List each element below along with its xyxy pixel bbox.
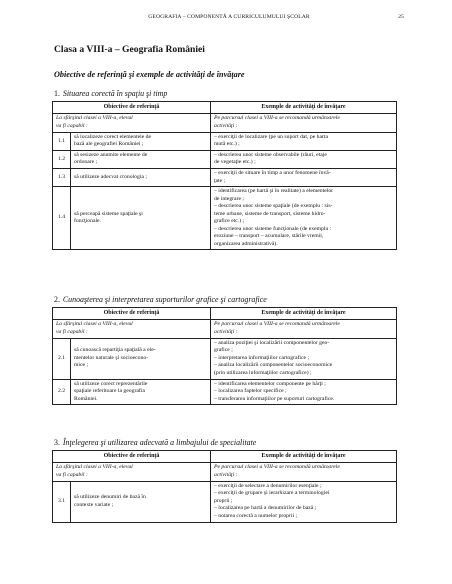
objective-text <box>71 379 211 405</box>
objective-code: 1.3 <box>53 169 71 187</box>
activity-item <box>214 203 393 226</box>
chapter-title: Clasa a VIII-a – Geografia României <box>54 44 205 55</box>
column-header-objectives: Obiective de referinţă <box>53 102 211 114</box>
activity-line: – interpretarea informaţiilor cartografice ; <box>214 354 310 361</box>
activities-cell <box>211 150 397 168</box>
activity-item <box>214 152 393 167</box>
activity-item <box>214 396 393 404</box>
activity-item <box>214 188 393 203</box>
running-header <box>54 14 404 20</box>
column-header-activities: Exemple de activităţi de învăţare <box>211 451 397 463</box>
activity-item <box>214 388 393 396</box>
objective-line: României. <box>74 395 98 402</box>
objective-line: să localizeze corect elementele de <box>74 133 152 140</box>
activity-line: grafice ; <box>214 347 233 354</box>
objective-code: 1.4 <box>53 187 71 250</box>
objectives-table-2 <box>52 307 397 405</box>
table-row <box>53 338 397 379</box>
column-header-objectives: Obiective de referinţă <box>53 308 211 320</box>
table-row <box>53 169 397 187</box>
objective-line: să utilizeze adecvat cronologia ; <box>74 173 147 180</box>
table-body <box>53 481 397 522</box>
section-title: Situarea corectă în spaţiu şi timp <box>62 89 168 98</box>
activity-item <box>214 490 393 505</box>
activity-item <box>214 134 393 149</box>
objective-line: mentelor naturale şi socioecono- <box>74 354 149 361</box>
section-title: Cunoaşterea şi interpretarea suporturilor grafice şi cartografice <box>62 295 267 304</box>
activities-subheader <box>211 462 397 481</box>
activity-line: – analiza poziţiei şi localizării componentelor geo- <box>214 339 330 346</box>
subheader-line: activităţi : <box>214 122 238 129</box>
objective-line: să sesizeze anumite elemente de <box>74 151 148 158</box>
section-heading-1 <box>54 89 167 98</box>
subheader-line: La sfârşitul clasei a VIII-a, elevul <box>56 464 133 471</box>
subheader-line: va fi capabil : <box>56 471 88 478</box>
activity-line: – exerciţii de situare în timp a unor fenomene învă- <box>214 170 331 176</box>
activities-cell <box>211 481 397 522</box>
table-body <box>53 132 397 249</box>
objectives-table-1 <box>52 101 397 250</box>
table-row <box>53 150 397 168</box>
objective-line: bază ale geografiei României ; <box>74 141 144 148</box>
subheader-line: Pe parcursul clasei a VIII-a se recomandă următoarele <box>214 321 340 328</box>
objective-line: funcţionale. <box>74 218 102 225</box>
activity-item <box>214 226 393 249</box>
section-title: Înţelegerea şi utilizarea adecvată a limbajului de specialitate <box>62 438 257 447</box>
activity-line: – transferarea informaţiilor pe suporturi cartografice. <box>214 395 335 402</box>
objective-text <box>71 338 211 379</box>
objective-line: să utilizeze corect reprezentările <box>74 380 148 387</box>
table-header-row <box>53 102 397 114</box>
objective-line: contexte variate ; <box>74 501 114 508</box>
activity-item <box>214 381 393 389</box>
section-number: 2. <box>54 295 60 304</box>
objective-code: 2.2 <box>53 379 71 405</box>
activity-item <box>214 362 393 377</box>
activity-line: organizarea administrativă). <box>214 240 278 247</box>
objective-text <box>71 150 211 168</box>
subheader-line: activităţi : <box>214 328 238 335</box>
objective-line: să perceapă sisteme spaţiale şi <box>74 210 143 217</box>
objective-line: ordonare ; <box>74 159 98 166</box>
objective-code: 3.1 <box>53 481 71 522</box>
section-number: 1. <box>54 89 60 98</box>
objective-code: 2.1 <box>53 338 71 379</box>
activity-item <box>214 513 393 521</box>
activities-cell <box>211 169 397 187</box>
section-subtitle: Obiective de referinţă şi exemple de activităţi de învăţare <box>54 70 245 79</box>
activity-item <box>214 355 393 363</box>
activities-cell <box>211 187 397 250</box>
column-header-activities: Exemple de activităţi de învăţare <box>211 308 397 320</box>
table-header-row <box>53 451 397 463</box>
activity-line: – descrierea unor sisteme spaţiale (de exemplu : sis- <box>214 203 333 210</box>
activity-line: – identificarea (pe hartă şi în realitate) a elementelor <box>214 188 334 195</box>
objective-text <box>71 481 211 522</box>
table-subheader-row <box>53 113 397 132</box>
subheader-line: La sfârşitul clasei a VIII-a, elevul <box>56 321 133 328</box>
table-row <box>53 187 397 250</box>
table-row <box>53 132 397 150</box>
activity-line: de integrare ; <box>214 195 245 202</box>
activity-line: – exerciţii de grupare şi ierarhizare a terminologiei <box>214 490 330 497</box>
objective-code: 1.1 <box>53 132 71 150</box>
objective-line: mice ; <box>74 362 89 369</box>
objectives-table-3 <box>52 450 397 523</box>
objective-line: să utilizeze denumiri de bază în <box>74 494 146 501</box>
activity-item <box>214 505 393 513</box>
activity-item <box>214 340 393 355</box>
section-heading-3 <box>54 438 256 447</box>
objective-text <box>71 169 211 187</box>
activity-line: – exerciţii de selectare a denumirilor esenţiale ; <box>214 482 322 489</box>
section-number: 3. <box>54 438 60 447</box>
table-row <box>53 481 397 522</box>
subheader-line: Pe parcursul clasei a VIII-a se recomandă următoarele <box>214 115 340 122</box>
objective-text <box>71 187 211 250</box>
activity-line: – identificarea elementelor componente pe hărţi ; <box>214 380 326 387</box>
table-header-row <box>53 308 397 320</box>
activity-item <box>214 483 393 491</box>
activity-item <box>214 170 393 185</box>
activity-line: de vegetaţie etc.) ; <box>214 159 256 166</box>
activity-line: – exerciţii de localizare (pe un suport dat, pe harta <box>214 133 329 140</box>
table-row <box>53 379 397 405</box>
column-header-activities: Exemple de activităţi de învăţare <box>211 102 397 114</box>
page-number: 25 <box>398 14 404 20</box>
activity-line: ţate ; <box>214 177 226 184</box>
activity-line: grafice etc.) ; <box>214 218 245 225</box>
activities-cell <box>211 132 397 150</box>
activity-line: (prin utilizarea informaţiilor cartografice) ; <box>214 370 312 376</box>
objectives-subheader <box>53 113 211 132</box>
activity-line: – descrierea unor sisteme funcţionale (de exemplu : <box>214 225 332 232</box>
activity-line: – localizarea faptelor specifice ; <box>214 388 287 395</box>
activities-subheader <box>211 113 397 132</box>
activities-cell <box>211 338 397 379</box>
running-header-text: GEOGRAFIA – COMPONENTĂ A CURRICULUMULUI ŞCOLAR <box>148 14 310 20</box>
objective-line: să cunoască repartiţia spaţială a ele- <box>74 347 156 354</box>
column-header-objectives: Obiective de referinţă <box>53 451 211 463</box>
objectives-subheader <box>53 462 211 481</box>
table-body <box>53 338 397 404</box>
subheader-line: activităţi : <box>214 471 238 478</box>
activity-line: – notarea corectă a numelor proprii ; <box>214 513 298 519</box>
activity-line: eroziune – transport – acumulare, stările vremii, <box>214 233 324 240</box>
activity-line: – analiza localizării componentelor socioeconomice <box>214 362 333 369</box>
section-heading-2 <box>54 295 267 304</box>
activity-line: proprii ; <box>214 497 233 504</box>
subheader-line: Pe parcursul clasei a VIII-a se recomandă următoarele <box>214 464 340 471</box>
subheader-line: va fi capabil : <box>56 328 88 335</box>
activities-subheader <box>211 319 397 338</box>
table-subheader-row <box>53 319 397 338</box>
objective-code: 1.2 <box>53 150 71 168</box>
activity-line: teme urbane, sisteme de transport, sisteme hidro- <box>214 210 326 217</box>
activity-line: mută etc.) ; <box>214 141 240 148</box>
activity-line: – descrierea unor sisteme observabile (râuri, etaje <box>214 151 327 158</box>
subheader-line: La sfârşitul clasei a VIII-a, elevul <box>56 115 133 122</box>
objectives-subheader <box>53 319 211 338</box>
activities-cell <box>211 379 397 405</box>
objective-line: spaţiale referitoare la geografia <box>74 388 145 395</box>
table-subheader-row <box>53 462 397 481</box>
objective-text <box>71 132 211 150</box>
activity-line: – localizarea pe hartă a denumirilor de bază ; <box>214 505 317 512</box>
subheader-line: va fi capabil : <box>56 122 88 129</box>
